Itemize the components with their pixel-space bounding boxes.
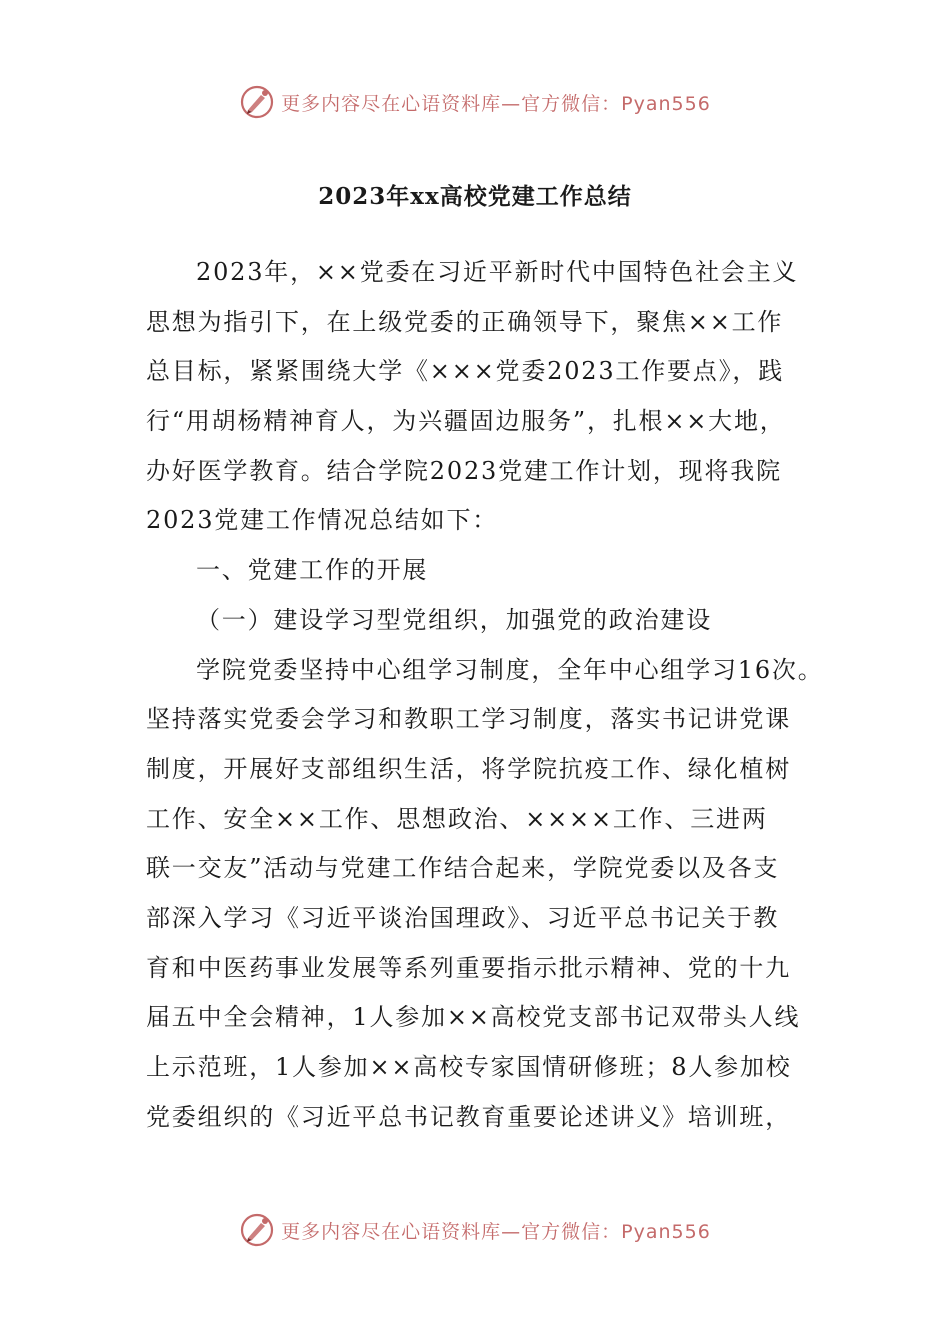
document-body bbox=[146, 248, 824, 1142]
paragraph-line: 学院党委坚持中心组学习制度，全年中心组学习16次。 bbox=[196, 655, 824, 684]
pen-circle-logo-icon bbox=[239, 1212, 275, 1248]
watermark-text: 更多内容尽在心语资料库—官方微信：Pyan556 bbox=[281, 92, 711, 115]
paragraph-line: 育和中医药事业发展等系列重要指示批示精神、党的十九 bbox=[146, 953, 791, 982]
paragraph-line: 坚持落实党委会学习和教职工学习制度，落实书记讲党课 bbox=[146, 705, 791, 734]
watermark-text: 更多内容尽在心语资料库—官方微信：Pyan556 bbox=[281, 1220, 711, 1243]
paragraph-line: 党委组织的《习近平总书记教育重要论述讲义》培训班， bbox=[146, 1102, 791, 1131]
paragraph-line: 制度，开展好支部组织生活，将学院抗疫工作、绿化植树 bbox=[146, 754, 791, 783]
paragraph-line: 届五中全会精神，1人参加××高校党支部书记双带头人线 bbox=[146, 1003, 801, 1032]
paragraph-line: 行“用胡杨精神育人，为兴疆固边服务”，扎根××大地， bbox=[146, 407, 786, 436]
document-title: 2023年xx高校党建工作总结 bbox=[318, 183, 632, 210]
subsection-heading: （一）建设学习型党组织，加强党的政治建设 bbox=[196, 605, 712, 634]
paragraph-line: 思想为指引下，在上级党委的正确领导下，聚焦××工作 bbox=[146, 307, 784, 336]
paragraph-line: 部深入学习《习近平谈治国理政》、习近平总书记关于教 bbox=[146, 903, 779, 932]
paragraph-line: 2023党建工作情况总结如下： bbox=[146, 506, 499, 535]
paragraph-line: 联一交友”活动与党建工作结合起来，学院党委以及各支 bbox=[146, 854, 780, 883]
paragraph-line: 上示范班，1人参加××高校专家国情研修班；8人参加校 bbox=[146, 1053, 792, 1081]
header-watermark bbox=[0, 84, 950, 120]
paragraph-line: 工作、安全××工作、思想政治、××××工作、三进两 bbox=[146, 804, 768, 833]
paragraph-line: 办好医学教育。结合学院2023党建工作计划，现将我院 bbox=[146, 456, 782, 485]
paragraph-line: 2023年，××党委在习近平新时代中国特色社会主义 bbox=[196, 258, 799, 286]
section-heading: 一、党建工作的开展 bbox=[196, 556, 429, 585]
footer-watermark bbox=[0, 1212, 950, 1248]
paragraph-line: 总目标，紧紧围绕大学《×××党委2023工作要点》，践 bbox=[146, 357, 785, 386]
pen-circle-logo-icon bbox=[239, 84, 275, 120]
